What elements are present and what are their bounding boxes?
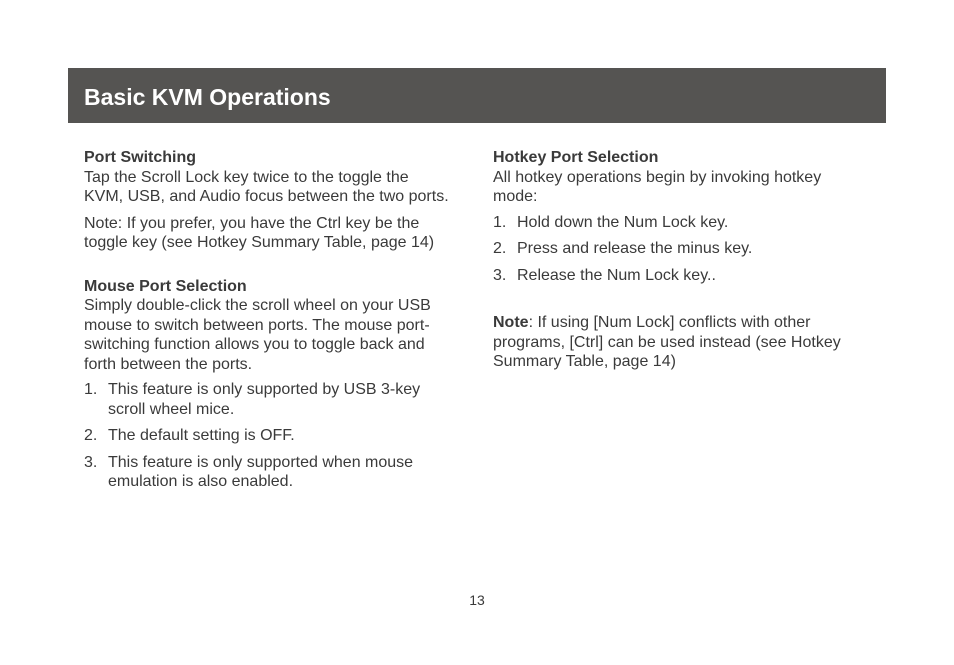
title-banner [68, 68, 886, 123]
list-item-number: 2. [84, 427, 98, 444]
hotkey-section [493, 148, 863, 285]
list-item [493, 266, 863, 286]
list-item-text: Release the Num Lock key.. [517, 266, 716, 284]
right-column [493, 148, 863, 372]
page-title: Basic KVM Operations [84, 84, 331, 110]
hotkey-heading: Hotkey Port Selection [493, 149, 659, 166]
mouse-port-list [84, 380, 450, 492]
list-item-number: 1. [84, 381, 98, 398]
list-item-number: 1. [493, 213, 507, 231]
list-item-number: 2. [493, 240, 507, 257]
note-text: : If using [Num Lock] conflicts with other programs, [Ctrl] can be used instead (see Hotkey Summary Table, page 14) [493, 314, 841, 370]
spacer [493, 292, 863, 313]
list-item-text: This feature is only supported when mouse emulation is also enabled. [108, 453, 414, 490]
mouse-port-heading: Mouse Port Selection [84, 277, 247, 295]
list-item-text: This feature is only supported by USB 3-key scroll wheel mice. [108, 381, 421, 418]
port-switching-heading: Port Switching [84, 149, 196, 166]
list-item [84, 426, 450, 446]
list-item [84, 380, 450, 419]
page-number: 13 [469, 592, 485, 608]
left-column [84, 148, 450, 516]
list-item-text: The default setting is OFF. [108, 427, 295, 444]
port-switching-section [84, 148, 450, 253]
list-item-text: Press and release the minus key. [517, 240, 753, 257]
hotkey-note [493, 313, 863, 372]
hotkey-body: All hotkey operations begin by invoking hotkey mode: [493, 168, 822, 205]
note-label: Note [493, 314, 529, 331]
port-switching-body: Tap the Scroll Lock key twice to the toggle the KVM, USB, and Audio focus between the two ports. [84, 168, 449, 205]
list-item [493, 239, 863, 259]
list-item [493, 213, 863, 233]
port-switching-note: Note: If you prefer, you have the Ctrl key be the toggle key (see Hotkey Summary Table, page 14) [84, 214, 435, 251]
list-item-text: Hold down the Num Lock key. [517, 213, 729, 231]
list-item [84, 453, 450, 492]
mouse-port-section [84, 277, 450, 492]
list-item-number: 3. [84, 453, 98, 471]
hotkey-list [493, 213, 863, 286]
mouse-port-body: Simply double-click the scroll wheel on your USB mouse to switch between ports. The mouse port-switching function allows you to toggle back and forth between the ports. [84, 297, 431, 373]
list-item-number: 3. [493, 266, 507, 284]
